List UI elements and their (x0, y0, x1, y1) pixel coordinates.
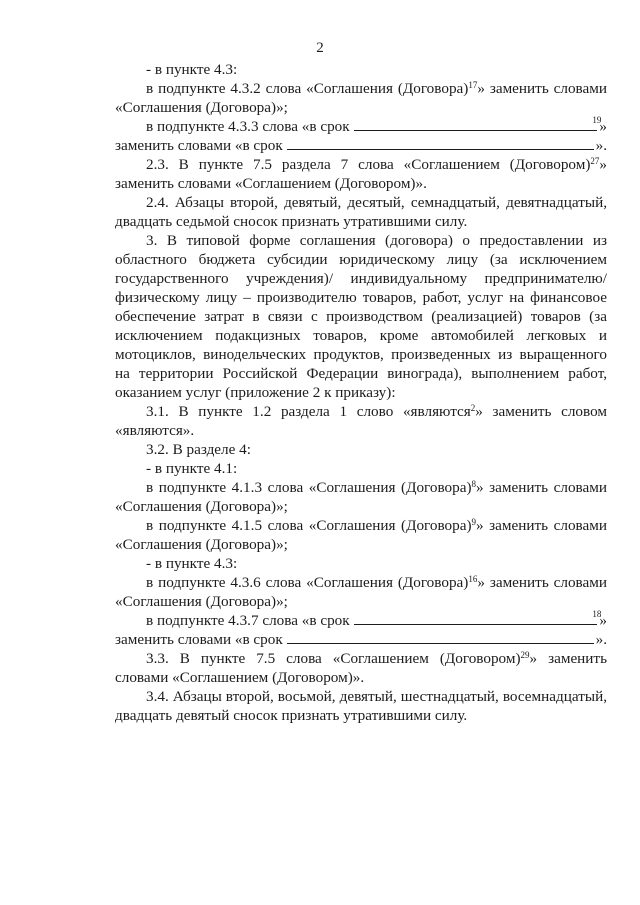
text: - в пункте 4.3: (146, 555, 238, 572)
footnote-ref: 2 (470, 403, 476, 413)
text: » заменить словами «Соглашения (Договора)»; (115, 80, 607, 116)
paragraph-3-1 (115, 402, 607, 440)
paragraph-subitem-4-1-3 (115, 478, 607, 516)
text: ». (595, 631, 607, 648)
blank-line (287, 137, 594, 150)
text: » заменить словами «Соглашением (Договором)». (115, 156, 607, 192)
blank-line: 18 (354, 612, 598, 625)
paragraph-subitem-4-3-6 (115, 573, 607, 611)
text: 2.4. Абзацы второй, девятый, десятый, семнадцатый, девятнадцатый, двадцать седьмой сносок признать утратившими силу. (115, 194, 607, 230)
paragraph-subitem-4-3-7 (115, 611, 607, 630)
paragraph-item-4-3-header (115, 60, 607, 79)
text: » заменить словами «Соглашением (Договором)». (115, 650, 607, 686)
text: 3.1. В пункте 1.2 раздела 1 слово «являются (146, 403, 471, 420)
paragraph-3-3 (115, 649, 607, 687)
document-body (115, 60, 607, 725)
text: 3.3. В пункте 7.5 слова «Соглашением (Договором) (146, 650, 521, 667)
paragraph-2-3 (115, 155, 607, 193)
text: - в пункте 4.1: (146, 460, 238, 477)
paragraph-item-4-3-header-2 (115, 554, 607, 573)
paragraph-3-4 (115, 687, 607, 725)
text: в подпункте 4.1.3 слова «Соглашения (Договора) (146, 479, 472, 496)
footnote-ref: 17 (468, 80, 478, 90)
text: » (599, 118, 607, 135)
text: » заменить словами «Соглашения (Договора)»; (115, 517, 607, 553)
paragraph-subitem-4-3-3-replacement (115, 136, 607, 155)
text: » заменить словом «являются». (115, 403, 607, 439)
paragraph-subitem-4-3-3 (115, 117, 607, 136)
paragraph-item-4-1-header (115, 459, 607, 478)
paragraph-3-2 (115, 440, 607, 459)
text: » заменить словами «Соглашения (Договора)»; (115, 479, 607, 515)
paragraph-subitem-4-3-7-replacement (115, 630, 607, 649)
footnote-ref: 16 (468, 574, 478, 584)
text: 3. В типовой форме соглашения (договора) о предоставлении из областного бюджета субсидии юридическому лицу (за исключением государственного учреждения)/ индивидуальному предпринимателю/ физическому лицу – производителю товаров, работ, услуг на финансовое обеспечение затрат в связи с производством (реализацией) товаров (за исключением подакцизных товаров, кроме автомобилей легковых и мотоциклов, винодельческих продуктов, произведенных из выращенного на территории Российской Федерации винограда), выполнением работ, оказанием услуг (приложение 2 к приказу): (115, 232, 607, 401)
text: в подпункте 4.3.6 слова «Соглашения (Договора) (146, 574, 469, 591)
text: » заменить словами «Соглашения (Договора)»; (115, 574, 607, 610)
paragraph-subitem-4-1-5 (115, 516, 607, 554)
footnote-ref: 8 (471, 479, 477, 489)
text: в подпункте 4.3.2 слова «Соглашения (Договора) (146, 80, 469, 97)
text: в подпункте 4.1.5 слова «Соглашения (Договора) (146, 517, 472, 534)
text: 2.3. В пункте 7.5 раздела 7 слова «Соглашением (Договором) (146, 156, 591, 173)
text: » (599, 612, 607, 629)
page-number: 2 (316, 40, 324, 56)
text: ». (595, 137, 607, 154)
paragraph-subitem-4-3-2 (115, 79, 607, 117)
footnote-ref: 9 (471, 517, 477, 527)
blank-line: 19 (354, 118, 598, 131)
text: 3.4. Абзацы второй, восьмой, девятый, шестнадцатый, восемнадцатый, двадцать девятый сносок признать утратившими силу. (115, 688, 607, 724)
text: в подпункте 4.3.3 слова «в срок (146, 118, 350, 135)
footnote-ref: 27 (590, 156, 600, 166)
text: заменить словами «в срок (115, 137, 283, 154)
paragraph-2-4 (115, 193, 607, 231)
text: в подпункте 4.3.7 слова «в срок (146, 612, 350, 629)
text: 3.2. В разделе 4: (146, 441, 251, 458)
paragraph-3 (115, 231, 607, 402)
footnote-ref: 29 (520, 650, 530, 660)
text: - в пункте 4.3: (146, 61, 238, 78)
text: заменить словами «в срок (115, 631, 283, 648)
blank-line (287, 631, 594, 644)
